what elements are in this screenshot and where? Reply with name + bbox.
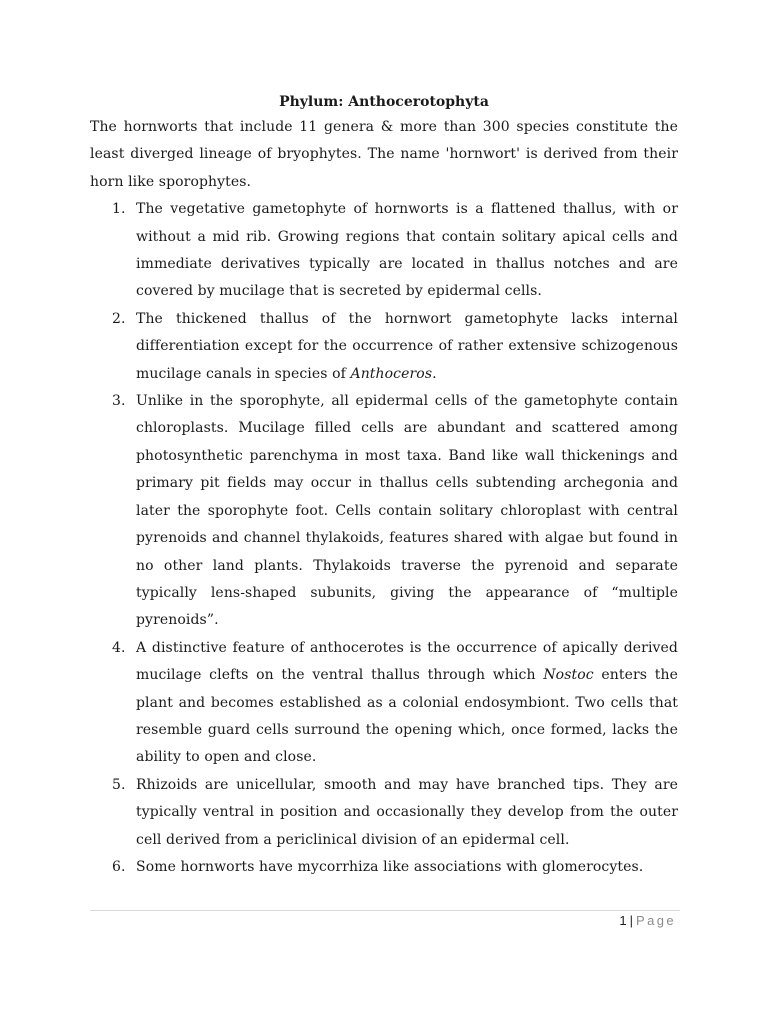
list-item-text-end: enters the plant and becomes established as a colonial endosymbiont. Two cells that resemble guard cells surround the opening which, once formed, lacks the ability to open and close. [136, 667, 678, 766]
list-item-number: 5. [112, 776, 126, 793]
list-item-text: A distinctive feature of anthocerotes is the occurrence of apically derived mucilage clefts on the ventral thallus through which [136, 639, 678, 684]
footer-divider [90, 910, 680, 911]
list-item-text: The thickened thallus of the hornwort gametophyte lacks internal differentiation except for the occurrence of rather extensive schizogenous mucilage canals in species of [136, 310, 678, 382]
list-item-number: 1. [112, 201, 126, 218]
list-item-text: Unlike in the sporophyte, all epidermal cells of the gametophyte contain chloroplasts. Mucilage filled cells are abundant and scattered among photosynthetic parenchyma in most taxa. Band like wall thickenings and primary pit fields may occur in thallus cells subtending archegonia and later the sporophyte foot. Cells contain solitary chloroplast with central pyrenoids and channel thylakoids, features shared with algae but found in no other land plants. Thylakoids traverse the pyrenoid and separate typically lens-shaped subunits, giving the appearance of “multiple pyrenoids”. [136, 393, 678, 629]
genus-name-anthoceros: Anthoceros [350, 365, 433, 382]
page-number: 1 [619, 913, 627, 928]
list-item-number: 2. [112, 310, 126, 327]
list-item-text: Rhizoids are unicellular, smooth and may have branched tips. They are typically ventral in position and occasionally they develop from the outer cell derived from a periclinical division of an epidermal cell. [136, 776, 678, 848]
list-item-number: 6. [112, 858, 126, 875]
list-item [90, 388, 678, 635]
list-item [90, 196, 678, 306]
intro-paragraph: The hornworts that include 11 genera & more than 300 species constitute the least diverged lineage of bryophytes. The name 'hornwort' is derived from their horn like sporophytes. [90, 119, 678, 190]
list-item [90, 635, 678, 772]
list-item-text: Some hornworts have mycorrhiza like associations with glomerocytes. [136, 858, 644, 875]
list-item [90, 306, 678, 388]
genus-name-nostoc: Nostoc [543, 667, 594, 684]
list-item-text-end: . [432, 365, 437, 382]
list-item-text: The vegetative gametophyte of hornworts is a flattened thallus, with or without a mid rib. Growing regions that contain solitary apical cells and immediate derivatives typically are located in thallus notches and are covered by mucilage that is secreted by epidermal cells. [136, 201, 678, 300]
list-item [90, 854, 678, 881]
document-title: Phylum: Anthocerotophyta [279, 94, 489, 110]
document-page [90, 90, 678, 881]
list-item-number: 3. [112, 393, 126, 410]
numbered-list [90, 196, 678, 881]
list-item-number: 4. [112, 639, 126, 656]
footer-separator: | [629, 913, 634, 928]
page-label: Page [636, 913, 676, 928]
page-footer [619, 911, 676, 931]
list-item [90, 772, 678, 854]
